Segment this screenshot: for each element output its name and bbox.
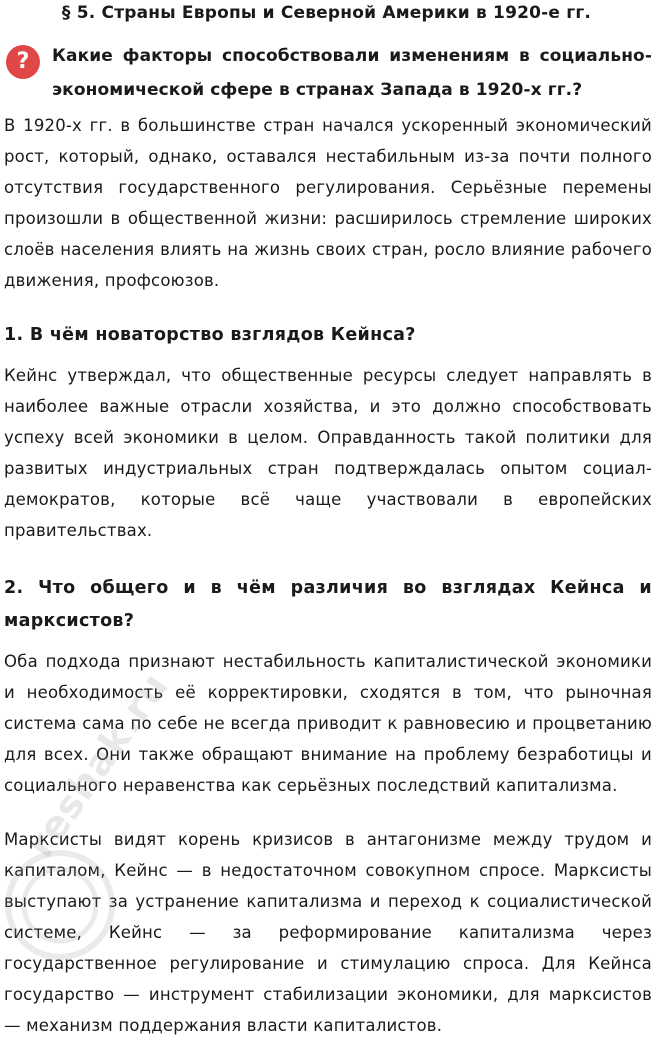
question-text: Какие факторы способствовали изменениям в социально-экономической сфере в странах Запада в 1920-х гг.? xyxy=(52,46,652,100)
question-mark-glyph: ? xyxy=(16,49,30,74)
intro-paragraph: В 1920-х гг. в большинстве стран начался ускоренный экономический рост, который, однако, оставался нестабильным из-за почти полного отсутствия государственного регулирования. Серьёзные перемены произошли в общественной жизни: расширилось стремление широких слоёв населения влиять на жизнь своих стран, росло влияние рабочего движения, профсоюзов. xyxy=(4,116,652,290)
q2-answer-paragraph-2: Марксисты видят корень кризисов в антагонизме между трудом и капиталом, Кейнс — в недостаточном совокупном спросе. Марксисты выступают за устранение капитализма и переход к социалистической системе, Кейнс — за реформирование капитализма через государственное регулирование и стимулацию спроса. Для Кейнса государство — инструмент стабилизации экономики, для марксистов — механизм поддержания власти капиталистов. xyxy=(4,830,652,1035)
q1-answer: Кейнс утверждал, что общественные ресурсы следует направлять в наиболее важные отрасли хозяйства, и это должно способствовать успеху всей экономики в целом. Оправданность такой политики для развитых индустриальных стран подтверждалась опытом социал-демократов, которые всё чаще участвовали в европейских правительствах. xyxy=(4,366,652,540)
question-mark-icon xyxy=(6,45,40,79)
q2-heading: 2. Что общего и в чём различия во взглядах Кейнса и марксистов? xyxy=(4,578,652,631)
q2-answer-paragraph-1: Оба подхода признают нестабильность капиталистической экономики и необходимость её корректировки, сходятся в том, что рыночная система сама по себе не всегда приводит к равновесию и процветанию для всех. Они также обращают внимание на проблему безработицы и социального неравенства как серьёзных последствий капитализма. xyxy=(4,652,652,795)
q1-heading: 1. В чём новаторство взглядов Кейнса? xyxy=(4,325,416,345)
watermark-text: reshak.ru xyxy=(18,664,177,866)
section-title: § 5. Страны Европы и Северной Америки в 1920-е гг. xyxy=(61,3,592,23)
